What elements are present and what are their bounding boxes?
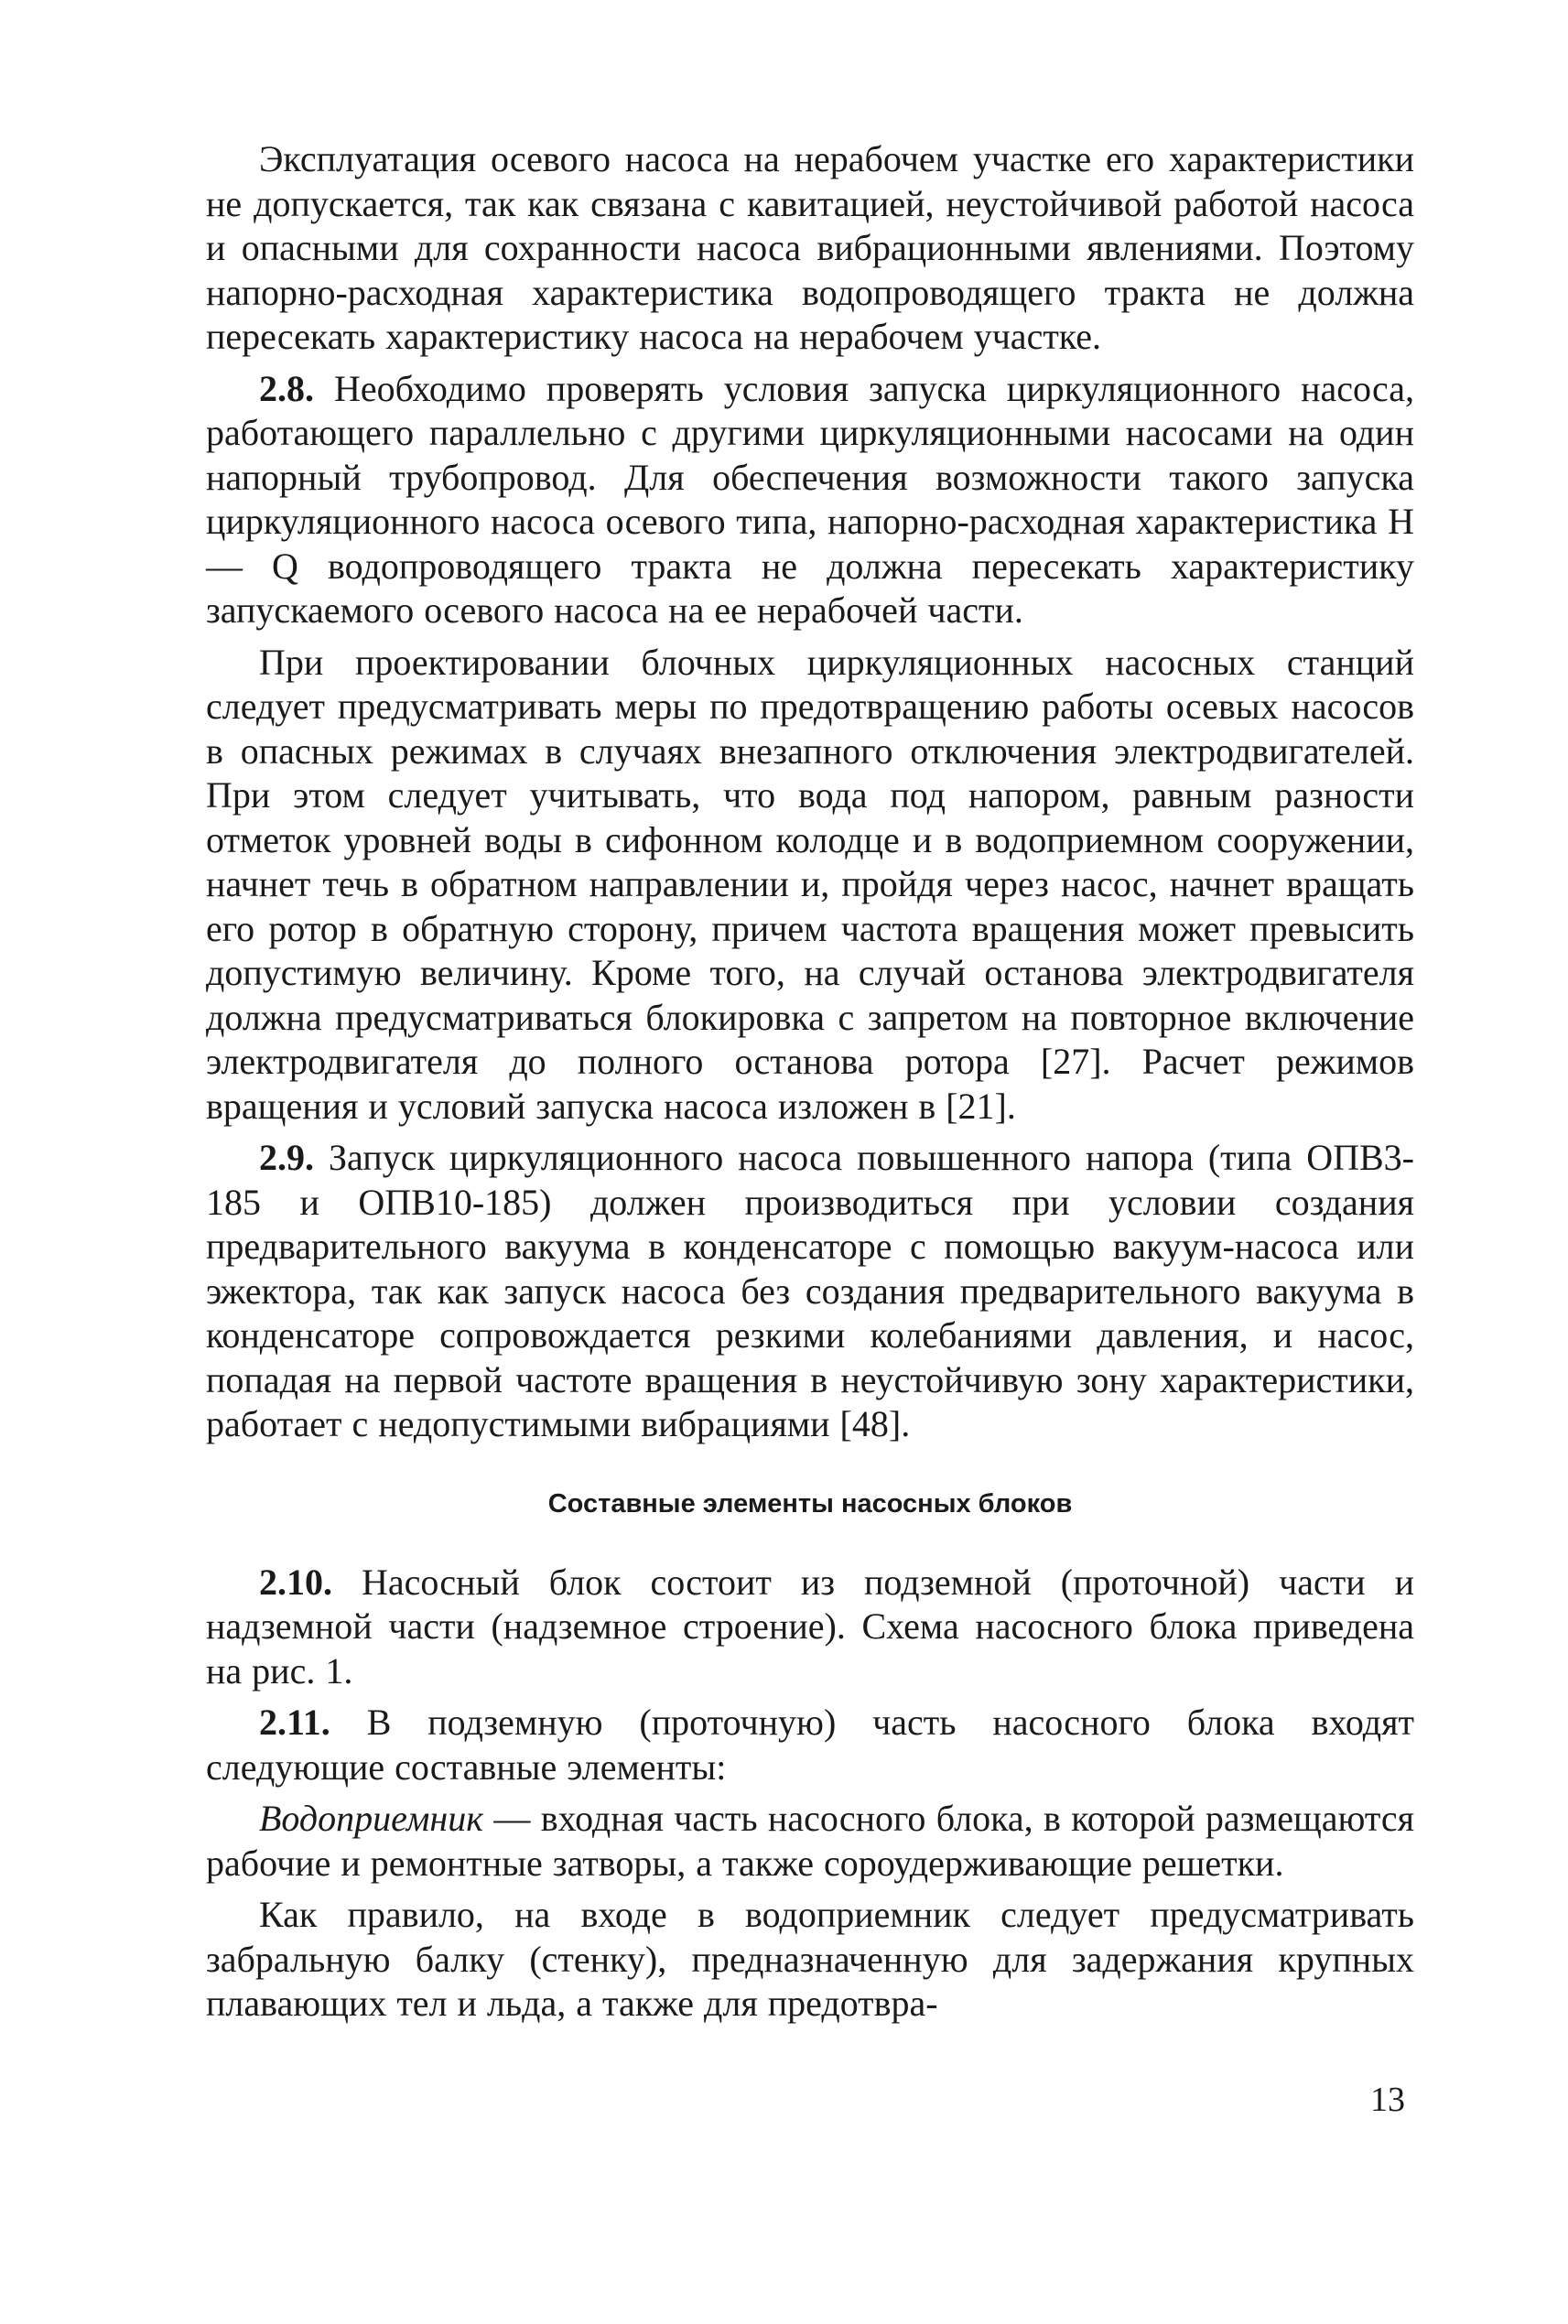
paragraph-number: 2.8. — [259, 367, 314, 409]
defined-term: Водоприемник — [259, 1798, 483, 1839]
paragraph-text: В подземную (проточную) часть насосного блока входят следующие составные элементы: — [206, 1702, 1415, 1788]
page-body — [206, 137, 1414, 2027]
paragraph-text: При проектировании блочных циркуляционных насосных станций следует предусматривать меры по предотвращению работы осевых насосов в опасных режимах в случаях внезапного отключения электродвигателей. При этом следует учитывать, что вода под напором, равным разности отметок уровней воды в сифонном колодце и в водоприемном сооружении, начнет течь в обратном направлении и, пройдя через насос, начнет вращать его ротор в обратную сторону, причем частота вращения может превысить допустимую величину. Кроме того, на случай останова электродвигателя должна предусматриваться блокировка с запретом на повторное включение электродвигателя до полного останова ротора [27]. Расчет режимов вращения и условий запуска насоса изложен в [21]. — [206, 641, 1414, 1127]
paragraph-trash-beam — [206, 1893, 1414, 2027]
paragraph-number: 2.10. — [259, 1561, 332, 1603]
paragraph-number: 2.11. — [259, 1702, 330, 1743]
paragraph-text: Насосный блок состоит из подземной (проточной) части и надземной части (надземное строение). Схема насосного блока приведена на рис. 1. — [206, 1561, 1414, 1692]
paragraph-number: 2.9. — [259, 1137, 314, 1178]
paragraph-text: Как правило, на входе в водоприемник следует предусматривать забральную балку (стенку), предназначенную для задержания крупных плавающих тел и льда, а также для предотвра- — [206, 1894, 1414, 2024]
paragraph-text: Запуск циркуляционного насоса повышенного напора (типа ОПВ3-185 и ОПВ10-185) должен производиться при условии создания предварительного вакуума в конденсаторе с помощью вакуум-насоса или эжектора, так как запуск насоса без создания предварительного вакуума в конденсаторе сопровождается резкими колебаниями давления, и насос, попадая на первой частоте вращения в неустойчивую зону характеристики, работает с недопустимыми вибрациями [48]. — [206, 1137, 1415, 1444]
paragraph-axial-pump-operation — [206, 137, 1414, 360]
page-number: 13 — [1370, 2081, 1405, 2119]
paragraph-2-9 — [206, 1136, 1414, 1447]
paragraph-text: Необходимо проверять условия запуска циркуляционного насоса, работающего параллельно с другими циркуляционными насосами на один напорный трубопровод. Для обеспечения возможности такого запуска циркуляционного насоса осевого типа, напорно-расходная характеристика H — Q водопроводящего тракта не должна пересекать характеристику запускаемого осевого насоса на ее нерабочей части. — [206, 367, 1414, 631]
definition-text: — входная часть насосного блока, в которой размещаются рабочие и ремонтные затворы, а также сороудерживающие решетки. — [206, 1798, 1414, 1884]
paragraph-2-8 — [206, 367, 1414, 633]
paragraph-text: Эксплуатация осевого насоса на нерабочем участке его характеристики не допускается, так как связана с кавитацией, неустойчивой работой насоса и опасными для сохранности насоса вибрационными явлениями. Поэтому напорно-расходная характеристика водопроводящего тракта не должна пересекать характеристику насоса на нерабочем участке. — [206, 138, 1414, 357]
paragraph-block-stations-design — [206, 641, 1414, 1130]
paragraph-2-11 — [206, 1701, 1414, 1789]
paragraph-2-10 — [206, 1561, 1414, 1694]
paragraph-water-intake-definition — [206, 1797, 1414, 1886]
section-heading: Составные элементы насосных блоков — [547, 1488, 1073, 1519]
